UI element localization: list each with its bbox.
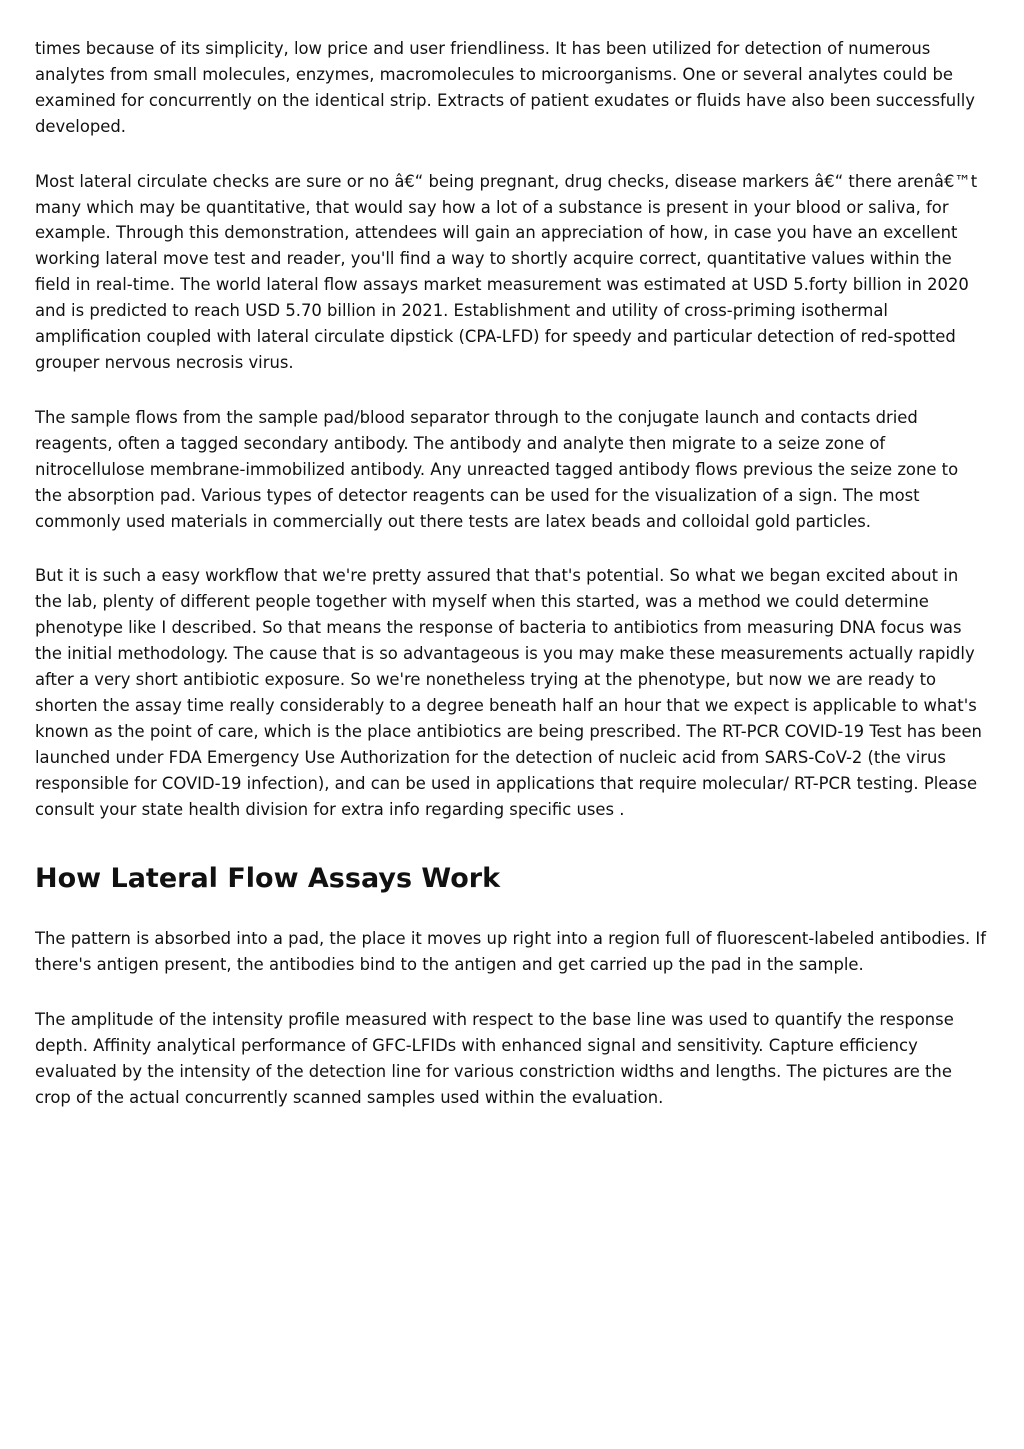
paragraph-intro: times because of its simplicity, low price and user friendliness. It has been utilized for detection of numerous analytes from small molecules, enzymes, macromolecules to microorganisms. One or several analytes could be examined for concurrently on the identical strip. Extracts of patient exudates or fluids have also been successfully developed.: [35, 39, 976, 136]
paragraph-pattern-absorbed: The pattern is absorbed into a pad, the place it moves up right into a region full of fluorescent-labeled antibodies. If there's antigen present, the antibodies bind to the antigen and get carried up the pad in the sample.: [35, 929, 987, 975]
section-heading: How Lateral Flow Assays Work: [35, 863, 501, 895]
article-body: [35, 36, 989, 1140]
paragraph-sample-flow: The sample flows from the sample pad/blood separator through to the conjugate launch and contacts dried reagents, often a tagged secondary antibody. The antibody and analyte then migrate to a seize zone of nitrocellulose membrane-immobilized antibody. Any unreacted tagged antibody flows previous the seize zone to the absorption pad. Various types of detector reagents can be used for the visualization of a sign. The most commonly used materials in commercially out there tests are latex beads and colloidal gold particles.: [35, 407, 959, 531]
paragraph-quantitative: Most lateral circulate checks are sure or no â€“ being pregnant, drug checks, disease markers â€“ there arenâ€™t many which may be quantitative, that would say how a lot of a substance is present in your blood or saliva, for example. Through this demonstration, attendees will gain an appreciation of how, in case you have an excellent working lateral move test and reader, you'll find a way to shortly acquire correct, quantitative values within the field in real-time. The world lateral flow assays market measurement was estimated at USD 5.forty billion in 2020 and is predicted to reach USD 5.70 billion in 2021. Establishment and utility of cross-priming isothermal amplification coupled with lateral circulate dipstick (CPA-LFD) for speedy and particular detection of red-spotted grouper nervous necrosis virus.: [35, 171, 978, 372]
paragraph-workflow: But it is such a easy workflow that we're pretty assured that that's potential. So what we began excited about in the lab, plenty of different people together with myself when this started, was a method we could determine phenotype like I described. So that means the response of bacteria to antibiotics from measuring DNA focus was the initial methodology. The cause that is so advantageous is you may make these measurements actually rapidly after a very short antibiotic exposure. So we're nonetheless trying at the phenotype, but now we are ready to shorten the assay time really considerably to a degree beneath half an hour that we expect is applicable to what's known as the point of care, which is the place antibiotics are being prescribed. The RT-PCR COVID-19 Test has been launched under FDA Emergency Use Authorization for the detection of nucleic acid from SARS-CoV-2 (the virus responsible for COVID-19 infection), and can be used in applications that require molecular/ RT-PCR testing. Please consult your state health division for extra info regarding specific uses .: [35, 566, 982, 819]
paragraph-amplitude: The amplitude of the intensity profile measured with respect to the base line was used to quantify the response depth. Affinity analytical performance of GFC-LFIDs with enhanced signal and sensitivity. Capture efficiency evaluated by the intensity of the detection line for various constriction widths and lengths. The pictures are the crop of the actual concurrently scanned samples used within the evaluation.: [35, 1010, 954, 1107]
